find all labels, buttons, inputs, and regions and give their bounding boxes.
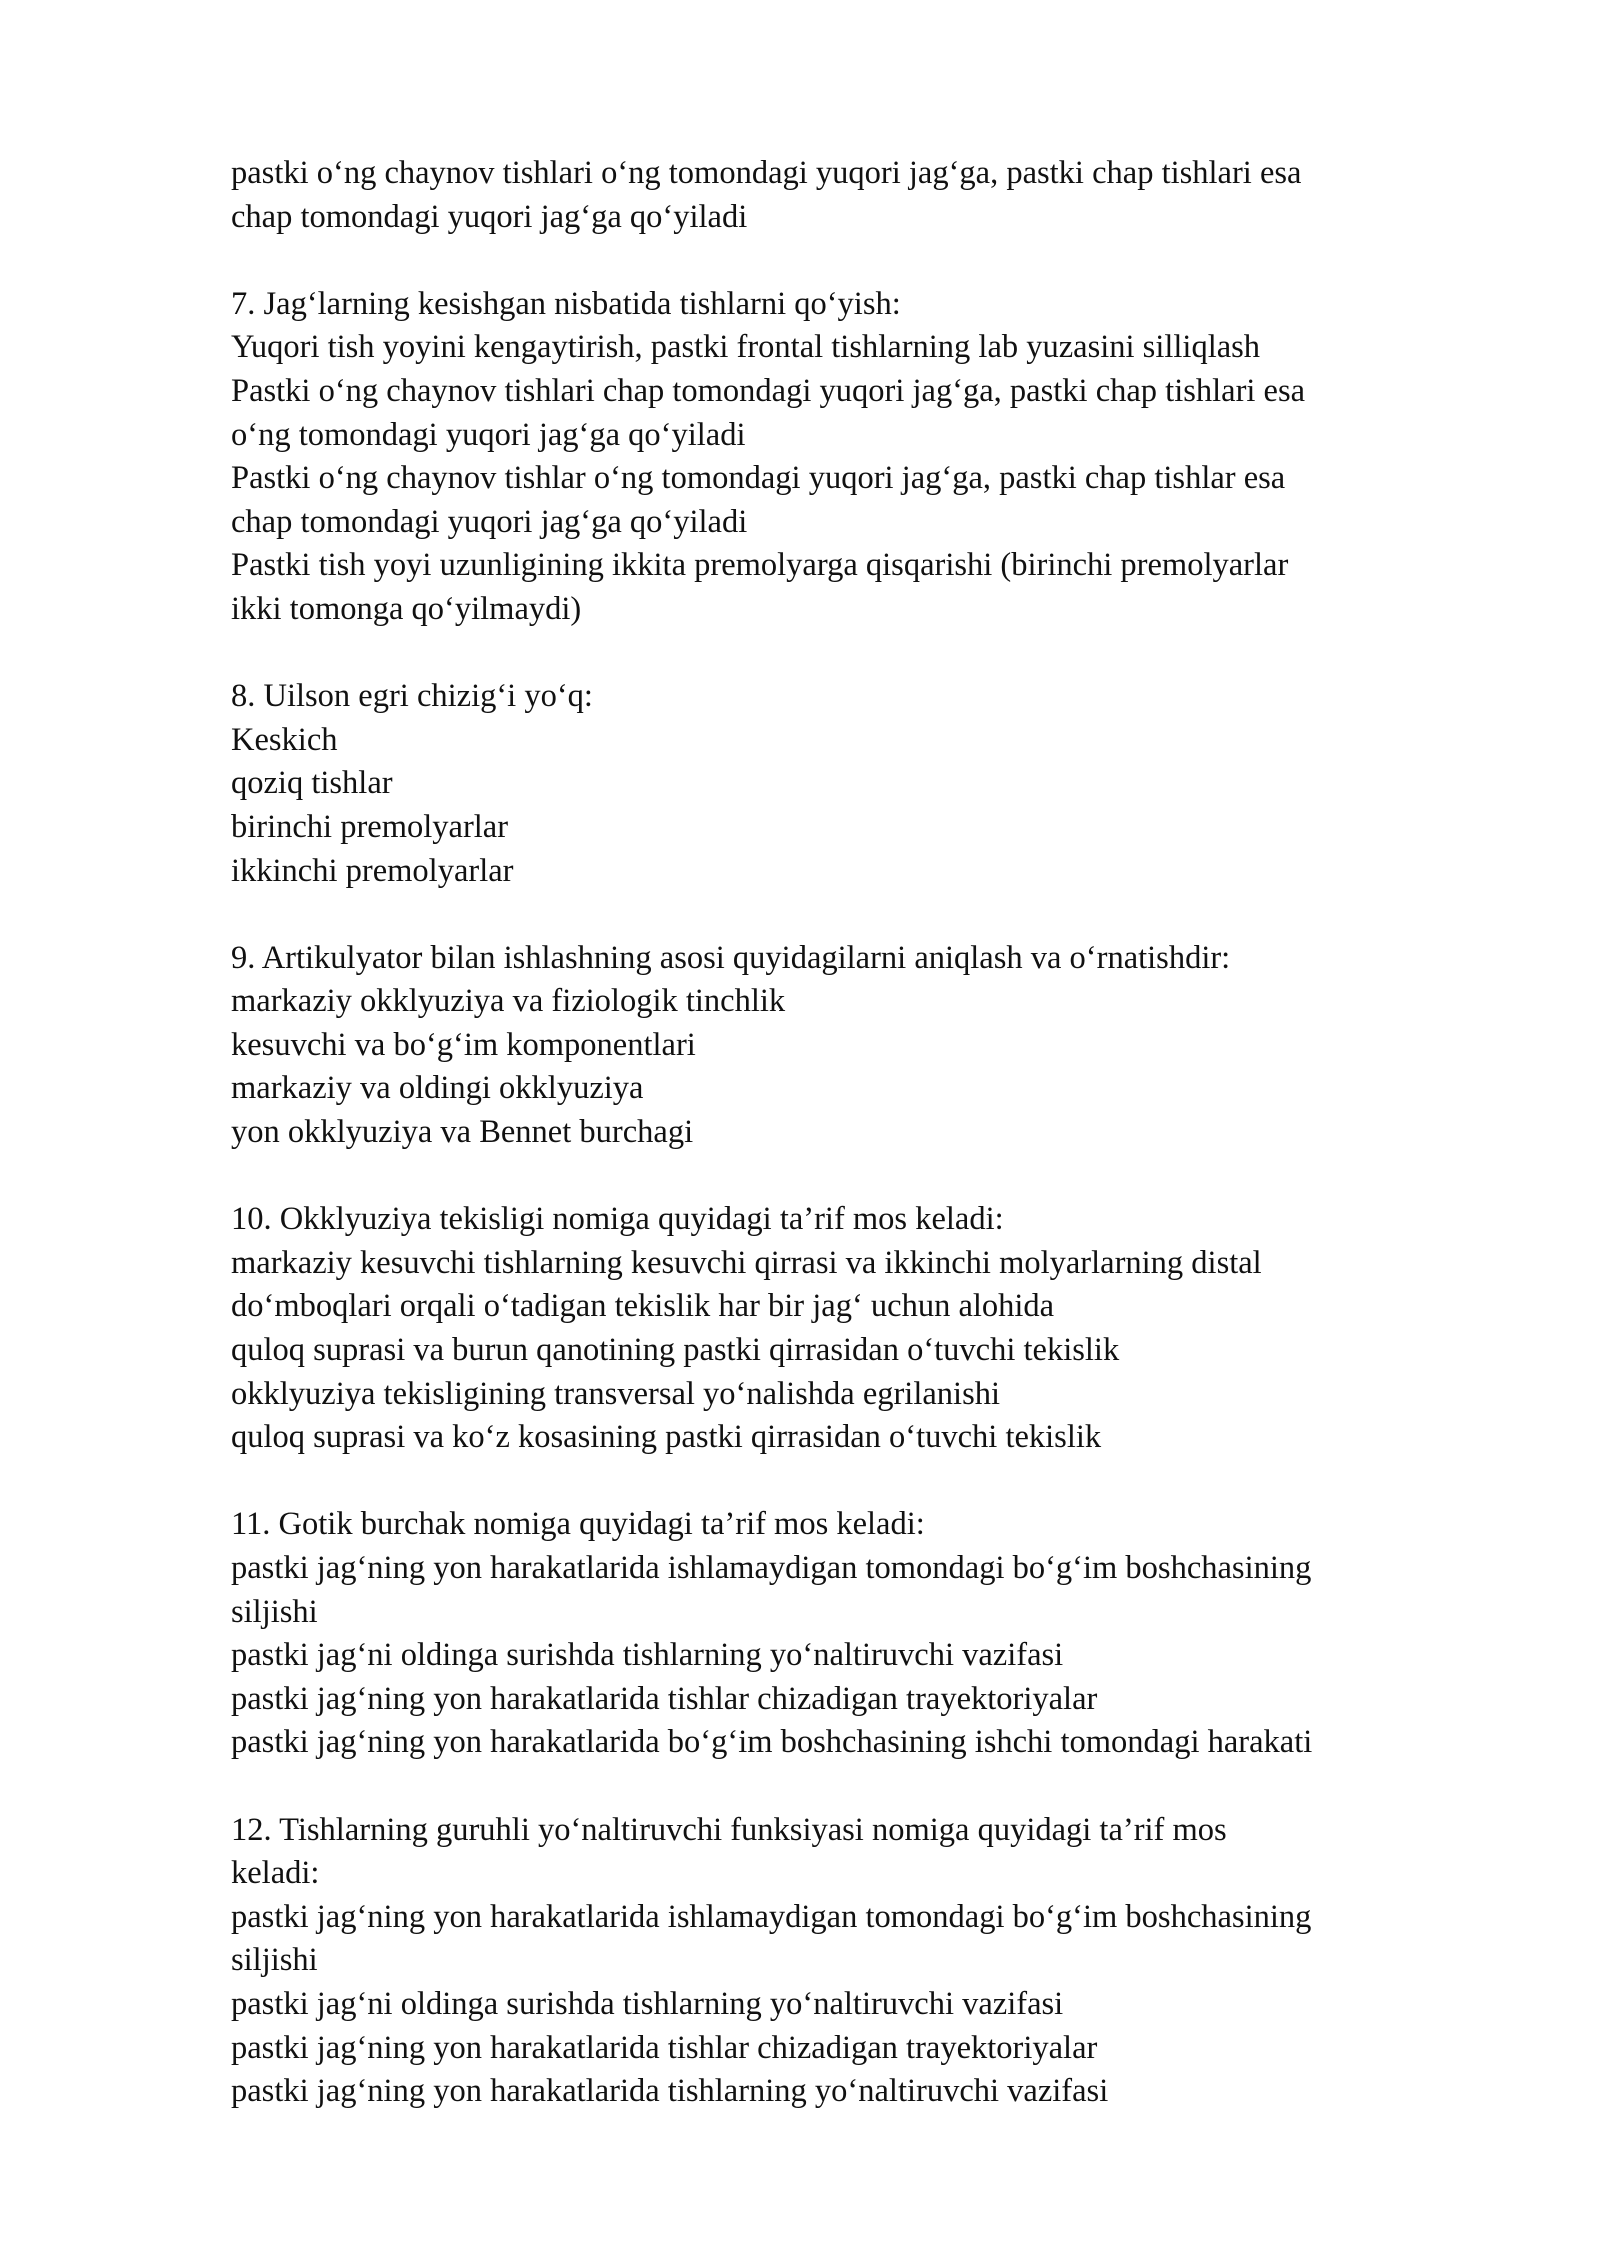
- answer-line: do‘mboqlari orqali o‘tadigan tekislik har bir jag‘ uchun alohida: [231, 1288, 1055, 1325]
- answer-line: pastki jag‘ning yon harakatlarida tishlar chizadigan trayektoriyalar: [231, 2029, 1098, 2066]
- question-text-continued: keladi:: [231, 1855, 320, 1892]
- answer-line: pastki jag‘ni oldinga surishda tishlarning yo‘naltiruvchi vazifasi: [231, 1637, 1064, 1674]
- answer-line: Yuqori tish yoyini kengaytirish, pastki frontal tishlarning lab yuzasini silliqlash: [231, 329, 1261, 366]
- answer-line: pastki jag‘ning yon harakatlarida bo‘g‘im boshchasining ishchi tomondagi harakati: [231, 1724, 1313, 1761]
- question-text: 12. Tishlarning guruhli yo‘naltiruvchi funksiyasi nomiga quyidagi ta’rif mos: [231, 1811, 1227, 1848]
- answer-line: kesuvchi va bo‘g‘im komponentlari: [231, 1026, 696, 1063]
- answer-line: pastki jag‘ning yon harakatlarida tishlarning yo‘naltiruvchi vazifasi: [231, 2073, 1109, 2110]
- answer-line: pastki jag‘ning yon harakatlarida tishlar chizadigan trayektoriyalar: [231, 1680, 1098, 1717]
- question-text: 10. Okklyuziya tekisligi nomiga quyidagi ta’rif mos keladi:: [231, 1201, 1004, 1238]
- answer-line: pastki jag‘ning yon harakatlarida ishlamaydigan tomondagi bo‘g‘im boshchasining: [231, 1550, 1312, 1586]
- answer-line: pastki jag‘ning yon harakatlarida ishlamaydigan tomondagi bo‘g‘im boshchasining: [231, 1898, 1312, 1935]
- question-11: [231, 1503, 1531, 1765]
- question-text: 7. Jag‘larning kesishgan nisbatida tishlarni qo‘yish:: [231, 285, 901, 322]
- text-line: pastki o‘ng chaynov tishlari o‘ng tomondagi yuqori jag‘ga, pastki chap tishlari esa: [231, 155, 1302, 191]
- question-text: 8. Uilson egri chizig‘i yo‘q:: [231, 678, 593, 715]
- answer-line: chap tomondagi yuqori jag‘ga qo‘yiladi: [231, 503, 748, 540]
- question-9: [231, 937, 1531, 1155]
- question-8: [231, 675, 1531, 893]
- answer-line: siljishi: [231, 1942, 318, 1979]
- question-10: [231, 1198, 1531, 1460]
- answer-line: Keskich: [231, 721, 338, 758]
- answer-line: quloq suprasi va ko‘z kosasining pastki qirrasidan o‘tuvchi tekislik: [231, 1419, 1102, 1456]
- answer-line: Pastki tish yoyi uzunligining ikkita premolyarga qisqarishi (birinchi premolyarlar: [231, 547, 1289, 584]
- answer-line: markaziy va oldingi okklyuziya: [231, 1070, 644, 1107]
- answer-line: siljishi: [231, 1593, 318, 1630]
- question-text: 11. Gotik burchak nomiga quyidagi ta’rif mos keladi:: [231, 1506, 925, 1543]
- text-line: chap tomondagi yuqori jag‘ga qo‘yiladi: [231, 198, 748, 235]
- question-text: 9. Artikulyator bilan ishlashning asosi quyidagilarni aniqlash va o‘rnatishdir:: [231, 939, 1231, 976]
- answer-line: o‘ng tomondagi yuqori jag‘ga qo‘yiladi: [231, 416, 746, 453]
- answer-line: Pastki o‘ng chaynov tishlari chap tomondagi yuqori jag‘ga, pastki chap tishlari esa: [231, 372, 1306, 409]
- answer-line: ikkinchi premolyarlar: [231, 852, 514, 889]
- answer-line: Pastki o‘ng chaynov tishlar o‘ng tomondagi yuqori jag‘ga, pastki chap tishlar esa: [231, 460, 1286, 497]
- answer-line: birinchi premolyarlar: [231, 808, 509, 845]
- answer-line: qoziq tishlar: [231, 765, 393, 802]
- answer-line: okklyuziya tekisligining transversal yo‘nalishda egrilanishi: [231, 1375, 1001, 1412]
- answer-line: yon okklyuziya va Bennet burchagi: [231, 1114, 694, 1151]
- answer-line: markaziy okklyuziya va fiziologik tinchlik: [231, 983, 786, 1020]
- answer-line: quloq suprasi va burun qanotining pastki qirrasidan o‘tuvchi tekislik: [231, 1332, 1120, 1369]
- document-page: [231, 152, 1531, 2157]
- answer-line: pastki jag‘ni oldinga surishda tishlarning yo‘naltiruvchi vazifasi: [231, 1985, 1064, 2022]
- question-12: [231, 1809, 1531, 2114]
- answer-line: markaziy kesuvchi tishlarning kesuvchi qirrasi va ikkinchi molyarlarning distal: [231, 1244, 1262, 1281]
- answer-line: ikki tomonga qo‘yilmaydi): [231, 590, 582, 627]
- intro-continuation: [231, 152, 1531, 239]
- question-7: [231, 283, 1531, 632]
